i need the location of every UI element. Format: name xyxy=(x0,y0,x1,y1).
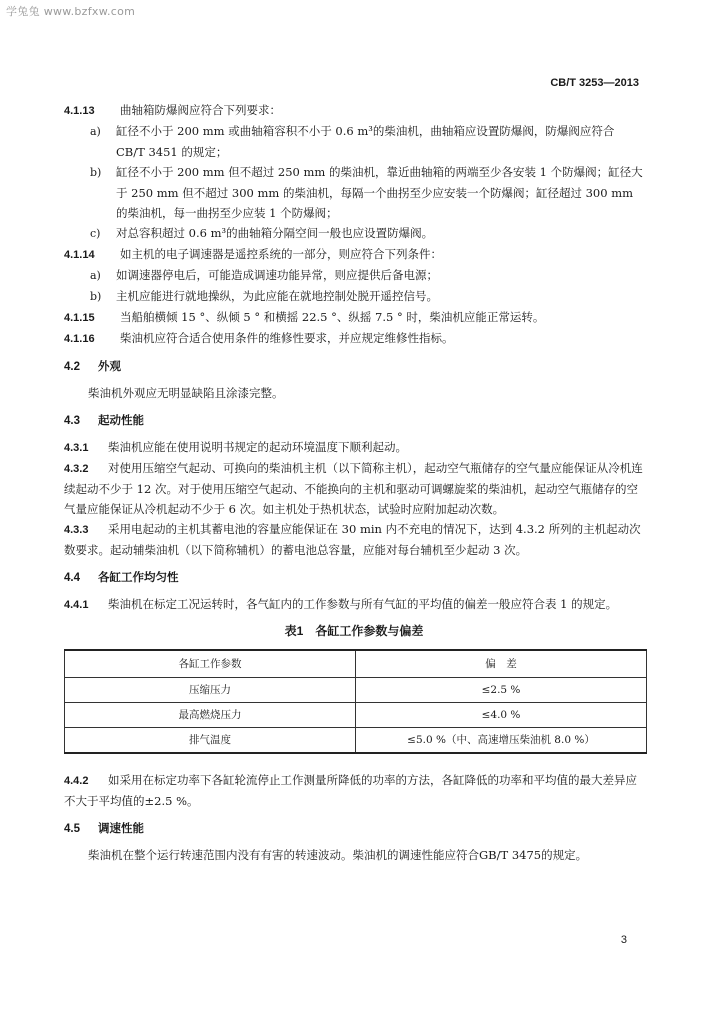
list-item-c xyxy=(90,223,644,244)
table-row xyxy=(65,703,647,728)
list-text: 主机应能进行就地操纵，为此应能在就地控制处脱开遥控信号。 xyxy=(116,289,438,303)
deviation-table xyxy=(64,649,647,754)
table-header-row xyxy=(65,650,647,678)
clause-number: 4.4.1 xyxy=(64,599,89,611)
list-marker: b) xyxy=(90,166,102,179)
clause-text: 柴油机应符合适合使用条件的维修性要求，并应规定维修性指标。 xyxy=(120,331,454,345)
clause-4-1-14 xyxy=(64,244,644,265)
clause-4-4-2 xyxy=(64,770,644,811)
list-text: 对总容积超过 0.6 m³的曲轴箱分隔空间一般也应设置防爆阀。 xyxy=(116,226,434,240)
table-cell: 排气温度 xyxy=(65,728,356,754)
section-heading-4-5 xyxy=(64,819,644,839)
table-cell: 最高燃烧压力 xyxy=(65,703,356,728)
clause-text: 柴油机在标定工况运转时，各气缸内的工作参数与所有气缸的平均值的偏差一般应符合表 1 的规定。 xyxy=(108,597,618,611)
section-title: 外观 xyxy=(98,361,121,373)
clause-number: 4.1.15 xyxy=(64,312,95,324)
list-item-b xyxy=(90,162,644,223)
list-marker: c) xyxy=(90,227,101,240)
section-heading-4-4 xyxy=(64,568,644,588)
clause-number: 4.1.13 xyxy=(64,105,95,117)
list-marker: a) xyxy=(90,269,101,282)
section-title: 各缸工作均匀性 xyxy=(98,572,179,584)
table-header-cell: 各缸工作参数 xyxy=(65,650,356,678)
table-header-cell: 偏 差 xyxy=(356,650,647,678)
table-title: 表1 各缸工作参数与偏差 xyxy=(284,624,424,638)
paragraph: 柴油机在整个运行转速范围内没有有害的转速波动。柴油机的调速性能应符合GB/T 3475的规定。 xyxy=(88,848,588,862)
clause-text: 如采用在标定功率下各缸轮流停止工作测量所降低的功率的方法，各缸降低的功率和平均值的最大差异应不大于平均值的±2.5 %。 xyxy=(64,773,637,808)
section-number: 4.2 xyxy=(64,361,80,373)
list-item-a xyxy=(90,265,644,286)
clause-4-3-1 xyxy=(64,437,644,458)
page-number: 3 xyxy=(620,934,627,946)
clause-number: 4.1.14 xyxy=(64,249,95,261)
clause-4-3-2 xyxy=(64,458,644,519)
clause-text: 曲轴箱防爆阀应符合下列要求： xyxy=(120,103,281,117)
table-row xyxy=(65,728,647,754)
clause-4-3-3 xyxy=(64,519,644,560)
section-number: 4.5 xyxy=(64,823,80,835)
list-item-a xyxy=(90,121,644,162)
clause-4-1-13 xyxy=(64,100,644,121)
clause-text: 当船舶横倾 15 °、纵倾 5 ° 和横摇 22.5 °、纵摇 7.5 ° 时，柴油机应能正常运转。 xyxy=(120,310,545,324)
clause-text: 对使用压缩空气起动、可换向的柴油机主机（以下简称主机），起动空气瓶储存的空气量应能保证从冷机连续起动不少于 12 次。对于使用压缩空气起动、不能换向的主机和驱动可调螺旋桨的柴油机，起动空气瓶储存的空气量应能保证从冷机起动不少于 6 次。如主机处于热机状态，试验时应附加起动次数。 xyxy=(64,461,643,516)
clause-text: 柴油机应能在使用说明书规定的起动环境温度下顺利起动。 xyxy=(108,440,407,454)
clause-text: 采用电起动的主机其蓄电池的容量应能保证在 30 min 内不充电的情况下，达到 4.3.2 所列的主机起动次数要求。起动辅柴油机（以下简称辅机）的蓄电池总容量，应能对每台辅机至少起动 3 次。 xyxy=(64,522,641,557)
clause-number: 4.3.1 xyxy=(64,442,89,454)
section-title: 起动性能 xyxy=(98,415,144,427)
section-heading-4-2 xyxy=(64,357,644,377)
clause-number: 4.4.2 xyxy=(64,775,89,787)
standard-code: CB/T 3253—2013 xyxy=(550,77,639,89)
list-item-b xyxy=(90,286,644,307)
table-cell: ≤5.0 %（中、高速增压柴油机 8.0 %） xyxy=(356,728,647,754)
list-marker: b) xyxy=(90,290,102,303)
table-cell: 压缩压力 xyxy=(65,678,356,703)
section-number: 4.4 xyxy=(64,572,80,584)
list-text: 缸径不小于 200 mm 或曲轴箱容积不小于 0.6 m³的柴油机，曲轴箱应设置防爆阀，防爆阀应符合 CB/T 3451 的规定； xyxy=(116,124,615,159)
clause-text: 如主机的电子调速器是遥控系统的一部分，则应符合下列条件： xyxy=(120,247,442,261)
clause-4-1-16 xyxy=(64,328,644,349)
clause-4-4-1 xyxy=(64,594,644,615)
table-cell: ≤4.0 % xyxy=(356,703,647,728)
clause-number: 4.3.2 xyxy=(64,463,89,475)
page-content xyxy=(64,100,644,865)
watermark: 学兔兔 www.bzfxw.com xyxy=(6,5,136,18)
table-cell: ≤2.5 % xyxy=(356,678,647,703)
clause-number: 4.3.3 xyxy=(64,524,89,536)
list-text: 如调速器停电后，可能造成调速功能异常，则应提供后备电源； xyxy=(116,268,438,282)
list-text: 缸径不小于 200 mm 但不超过 250 mm 的柴油机，靠近曲轴箱的两端至少各安装 1 个防爆阀；缸径大于 250 mm 但不超过 300 mm 的柴油机，每隔一个曲拐至少应安装一个防爆阀；缸径超过 300 mm 的柴油机，每一曲拐至少应装 1 个防爆阀； xyxy=(116,165,643,220)
section-number: 4.3 xyxy=(64,415,80,427)
section-title: 调速性能 xyxy=(98,823,144,835)
table-row xyxy=(65,678,647,703)
clause-number: 4.1.16 xyxy=(64,333,95,345)
clause-4-1-15 xyxy=(64,307,644,328)
paragraph: 柴油机外观应无明显缺陷且涂漆完整。 xyxy=(88,386,284,400)
section-heading-4-3 xyxy=(64,411,644,431)
list-marker: a) xyxy=(90,125,101,138)
